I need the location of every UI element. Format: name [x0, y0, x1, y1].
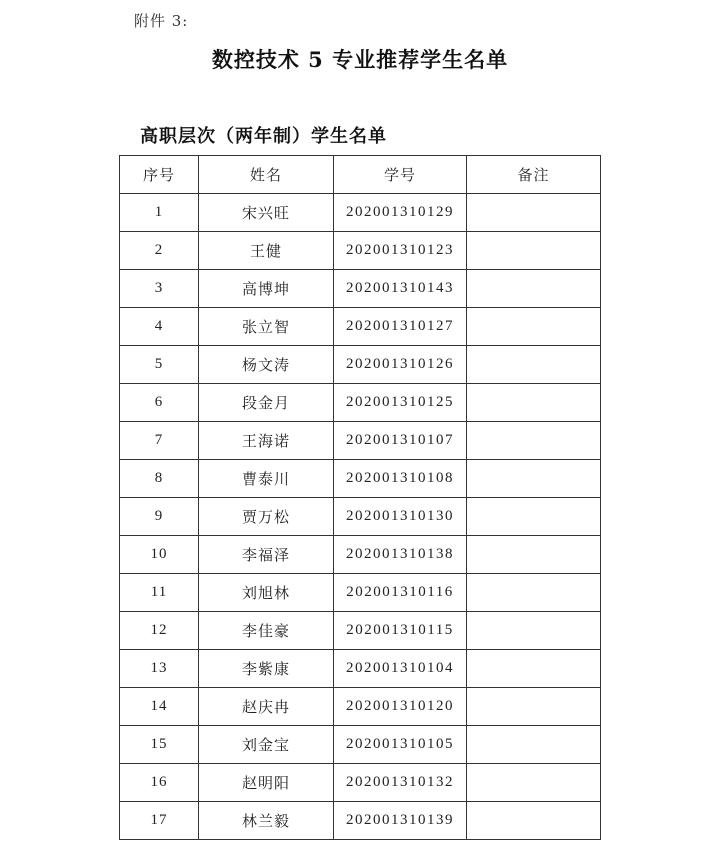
- cell-remarks: [467, 346, 601, 384]
- cell-name: 李紫康: [199, 650, 334, 688]
- header-student-id: 学号: [334, 156, 467, 194]
- table-row: [120, 460, 601, 498]
- cell-student-id: 202001310132: [334, 764, 467, 802]
- cell-name: 林兰毅: [199, 802, 334, 840]
- section-title: 高职层次（两年制）学生名单: [140, 126, 387, 147]
- table-row: [120, 270, 601, 308]
- cell-student-id: 202001310125: [334, 384, 467, 422]
- cell-name: 李佳豪: [199, 612, 334, 650]
- cell-seq: 13: [120, 650, 199, 688]
- table-row: [120, 194, 601, 232]
- cell-seq: 15: [120, 726, 199, 764]
- cell-student-id: 202001310120: [334, 688, 467, 726]
- cell-remarks: [467, 536, 601, 574]
- cell-remarks: [467, 194, 601, 232]
- cell-name: 刘旭林: [199, 574, 334, 612]
- cell-seq: 7: [120, 422, 199, 460]
- cell-student-id: 202001310139: [334, 802, 467, 840]
- cell-student-id: 202001310129: [334, 194, 467, 232]
- cell-student-id: 202001310116: [334, 574, 467, 612]
- cell-student-id: 202001310104: [334, 650, 467, 688]
- cell-student-id: 202001310105: [334, 726, 467, 764]
- table-header: [120, 156, 601, 194]
- cell-name: 李福泽: [199, 536, 334, 574]
- cell-seq: 8: [120, 460, 199, 498]
- cell-remarks: [467, 764, 601, 802]
- cell-seq: 1: [120, 194, 199, 232]
- cell-student-id: 202001310138: [334, 536, 467, 574]
- cell-seq: 6: [120, 384, 199, 422]
- cell-remarks: [467, 384, 601, 422]
- cell-name: 宋兴旺: [199, 194, 334, 232]
- cell-name: 赵庆冉: [199, 688, 334, 726]
- cell-student-id: 202001310127: [334, 308, 467, 346]
- cell-name: 王健: [199, 232, 334, 270]
- header-remarks: 备注: [467, 156, 601, 194]
- cell-name: 赵明阳: [199, 764, 334, 802]
- table-row: [120, 726, 601, 764]
- cell-name: 贾万松: [199, 498, 334, 536]
- table-row: [120, 612, 601, 650]
- cell-seq: 3: [120, 270, 199, 308]
- cell-remarks: [467, 612, 601, 650]
- cell-student-id: 202001310115: [334, 612, 467, 650]
- cell-seq: 9: [120, 498, 199, 536]
- document-title: 数控技术 5 专业推荐学生名单: [211, 47, 509, 72]
- cell-student-id: 202001310123: [334, 232, 467, 270]
- table-row: [120, 384, 601, 422]
- cell-seq: 12: [120, 612, 199, 650]
- cell-name: 曹泰川: [199, 460, 334, 498]
- cell-remarks: [467, 574, 601, 612]
- table-row: [120, 802, 601, 840]
- header-seq: 序号: [120, 156, 199, 194]
- table-row: [120, 574, 601, 612]
- cell-seq: 17: [120, 802, 199, 840]
- cell-seq: 14: [120, 688, 199, 726]
- cell-name: 杨文涛: [199, 346, 334, 384]
- table-row: [120, 308, 601, 346]
- cell-name: 段金月: [199, 384, 334, 422]
- cell-remarks: [467, 232, 601, 270]
- cell-remarks: [467, 308, 601, 346]
- cell-name: 张立智: [199, 308, 334, 346]
- header-name: 姓名: [199, 156, 334, 194]
- attachment-label: 附件 3:: [134, 12, 189, 30]
- cell-seq: 16: [120, 764, 199, 802]
- cell-seq: 4: [120, 308, 199, 346]
- cell-seq: 10: [120, 536, 199, 574]
- cell-remarks: [467, 270, 601, 308]
- cell-student-id: 202001310130: [334, 498, 467, 536]
- student-roster-table: [119, 155, 601, 840]
- table-body: [120, 194, 601, 840]
- cell-seq: 5: [120, 346, 199, 384]
- cell-remarks: [467, 688, 601, 726]
- table-row: [120, 232, 601, 270]
- cell-remarks: [467, 460, 601, 498]
- cell-name: 高博坤: [199, 270, 334, 308]
- cell-seq: 2: [120, 232, 199, 270]
- cell-name: 刘金宝: [199, 726, 334, 764]
- cell-seq: 11: [120, 574, 199, 612]
- cell-remarks: [467, 802, 601, 840]
- cell-remarks: [467, 498, 601, 536]
- table-row: [120, 498, 601, 536]
- table-row: [120, 688, 601, 726]
- table-row: [120, 650, 601, 688]
- cell-student-id: 202001310126: [334, 346, 467, 384]
- table-row: [120, 536, 601, 574]
- table-row: [120, 764, 601, 802]
- table-row: [120, 346, 601, 384]
- cell-remarks: [467, 650, 601, 688]
- cell-remarks: [467, 726, 601, 764]
- cell-remarks: [467, 422, 601, 460]
- cell-student-id: 202001310107: [334, 422, 467, 460]
- table-row: [120, 422, 601, 460]
- cell-student-id: 202001310108: [334, 460, 467, 498]
- cell-student-id: 202001310143: [334, 270, 467, 308]
- cell-name: 王海诺: [199, 422, 334, 460]
- header-row: [120, 156, 601, 194]
